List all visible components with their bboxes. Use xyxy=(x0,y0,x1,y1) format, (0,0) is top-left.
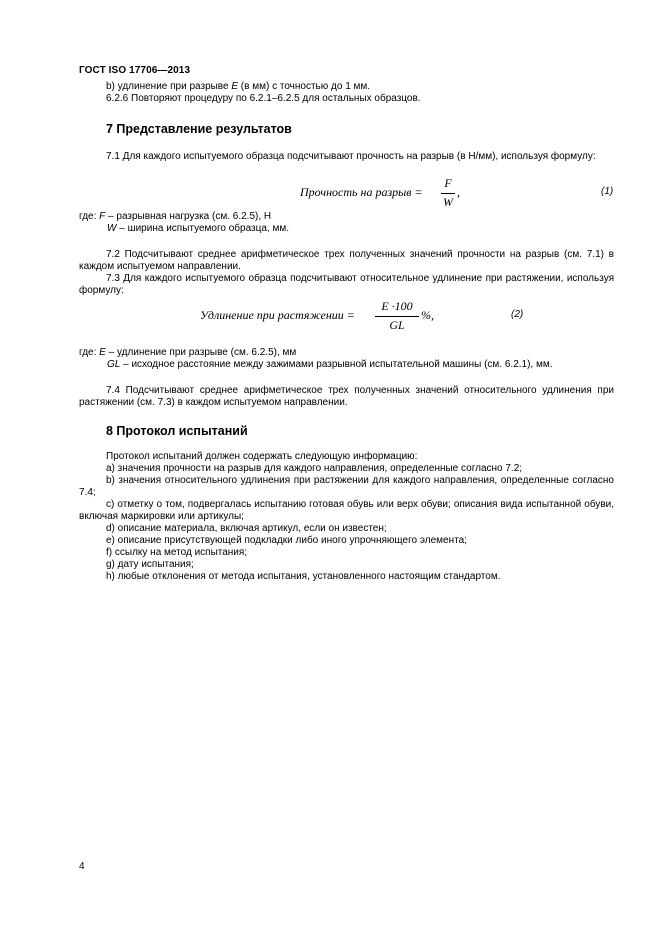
formula-2-numerator: E ·100 xyxy=(381,299,413,313)
section-8-body xyxy=(79,451,614,583)
where-block-1: где: F – разрывная нагрузка (см. 6.2.5), Н W – ширина испытуемого образца, мм. xyxy=(79,211,289,234)
paragraph-7-1: 7.1 Для каждого испытуемого образца подсчитывают прочность на разрыв (в Н/мм), используя формулу: xyxy=(106,151,596,162)
formula-2: Удлинение при растяжении = E ·100 GL %, (2) xyxy=(200,299,524,332)
formula-1-fraction xyxy=(441,176,455,209)
page-number: 4 xyxy=(79,861,85,872)
top-items xyxy=(79,81,614,105)
list-item-b: b) значения относительного удлинения при растяжении для каждого направления, определенные согласно 7.4; xyxy=(79,475,614,498)
section-8-title: 8 Протокол испытаний xyxy=(106,424,248,438)
paragraph-7-4: 7.4 Подсчитывают среднее арифметическое трех полученных значений относительного удлинения при растяжении (см. 7.3) в каждом испытуемом направлении. xyxy=(79,385,614,408)
section-7-title: 7 Представление результатов xyxy=(106,122,292,136)
formula-2-denominator: GL xyxy=(389,318,405,332)
paragraph-7-3: 7.3 Для каждого испытуемого образца подсчитывают относительное удлинение при растяжении, используя формулу: xyxy=(79,273,614,296)
where-block-2: где: E – удлинение при разрыве (см. 6.2.5), мм GL – исходное расстояние между зажимами разрывной испытательной машины (см. 6.2.1), мм. xyxy=(79,347,553,370)
formula-2-fraction xyxy=(375,299,419,332)
list-item-e: e) описание присутствующей подкладки либо иного упрочняющего элемента; xyxy=(106,535,467,546)
list-item-a: а) значения прочности на разрыв для каждого направления, определенные согласно 7.2; xyxy=(106,463,523,474)
paragraph-7-2: 7.2 Подсчитывают среднее арифметическое трех полученных значений прочности на разрыв (см. 7.1) в каждом испытуемом направлении. xyxy=(79,249,614,272)
formula-1: Прочность на разрыв = F W , (1) xyxy=(300,176,614,209)
list-item-f: f) ссылку на метод испытания; xyxy=(106,547,248,558)
list-item-g: g) дату испытания; xyxy=(106,559,194,570)
list-item-d: d) описание материала, включая артикул, если он известен; xyxy=(106,523,387,534)
equation-number-1: (1) xyxy=(601,186,614,197)
fraction-bar xyxy=(375,316,419,317)
item-b-line: b) удлинение при разрыве E (в мм) с точностью до 1 мм. xyxy=(106,81,371,92)
formula-1-lhs: Прочность на разрыв = xyxy=(300,185,423,199)
formula-1-denominator: W xyxy=(443,195,453,209)
fraction-bar xyxy=(441,193,455,194)
document-header: ГОСТ ISO 17706—2013 xyxy=(79,65,191,76)
paragraph-6-2-6: 6.2.6 Повторяют процедуру по 6.2.1–6.2.5 для остальных образцов. xyxy=(106,93,421,104)
formula-1-numerator: F xyxy=(444,176,452,190)
formula-2-lhs: Удлинение при растяжении = xyxy=(200,308,355,322)
list-item-c: c) отметку о том, подвергалась испытанию готовая обувь или верх обуви; описания вида испытанной обуви, включая маркировки или артикулы; xyxy=(79,499,614,522)
section-8-intro: Протокол испытаний должен содержать следующую информацию: xyxy=(106,451,418,462)
paragraphs-7-2-7-3 xyxy=(79,249,614,297)
equation-number-2: (2) xyxy=(511,309,524,320)
list-item-h: h) любые отклонения от метода испытания, установленного настоящим стандартом. xyxy=(106,571,501,582)
